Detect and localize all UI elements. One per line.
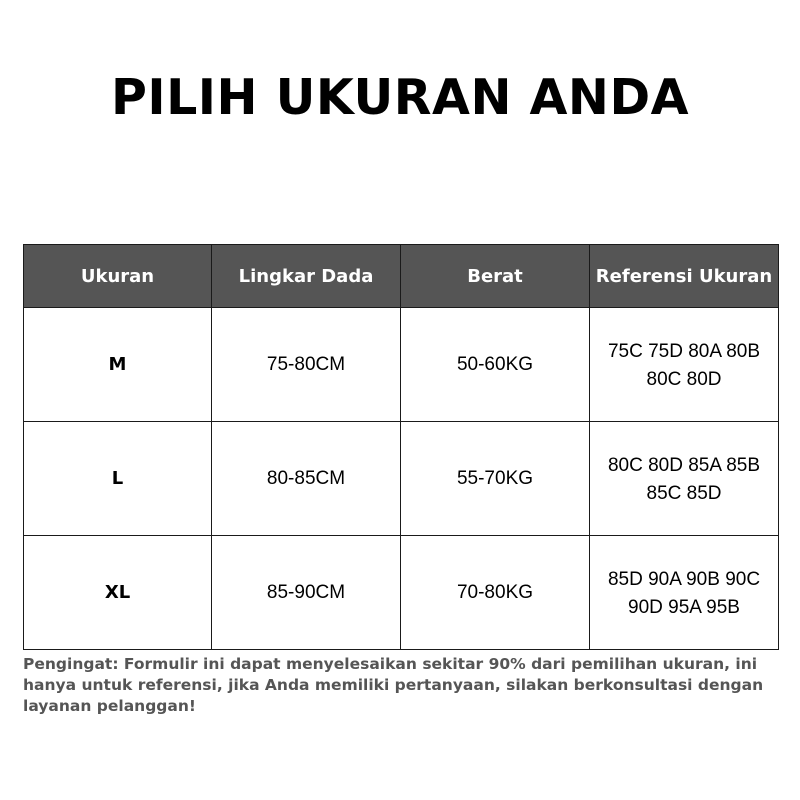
reference-line: 85C 85D	[646, 482, 722, 504]
reference-line: 85D 90A 90B 90C	[607, 568, 761, 590]
reference-line: 80C 80D 85A 85B	[607, 454, 761, 476]
chest-cell: 85-90CM	[212, 536, 401, 650]
header-weight: Berat	[401, 245, 590, 308]
size-cell: XL	[24, 536, 212, 650]
size-chart-table	[23, 244, 779, 650]
size-cell: L	[24, 422, 212, 536]
reference-cell	[590, 422, 779, 536]
weight-cell: 70-80KG	[401, 536, 590, 650]
header-reference: Referensi Ukuran	[590, 245, 779, 308]
table-row	[24, 536, 779, 650]
size-cell: M	[24, 308, 212, 422]
chest-cell: 80-85CM	[212, 422, 401, 536]
reference-line: 80C 80D	[646, 368, 722, 390]
size-reminder-note: Pengingat: Formulir ini dapat menyelesaikan sekitar 90% dari pemilihan ukuran, ini hanya untuk referensi, jika Anda memiliki pertanyaan, silakan berkonsultasi dengan layanan pelanggan!	[23, 655, 764, 715]
reference-line: 75C 75D 80A 80B	[607, 340, 761, 362]
weight-cell: 55-70KG	[401, 422, 590, 536]
header-chest: Lingkar Dada	[212, 245, 401, 308]
reference-line: 90D 95A 95B	[628, 596, 740, 618]
chest-cell: 75-80CM	[212, 308, 401, 422]
table-header-row	[24, 245, 779, 308]
page-title: PILIH UKURAN ANDA	[110, 69, 690, 126]
reference-cell	[590, 536, 779, 650]
reference-cell	[590, 308, 779, 422]
table-row	[24, 422, 779, 536]
table-row	[24, 308, 779, 422]
header-size: Ukuran	[24, 245, 212, 308]
weight-cell: 50-60KG	[401, 308, 590, 422]
